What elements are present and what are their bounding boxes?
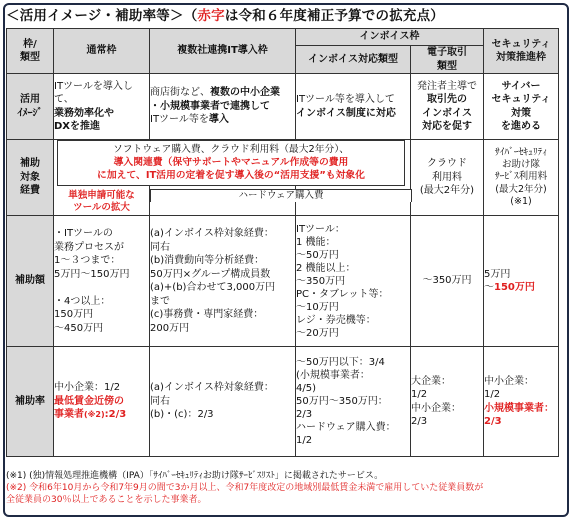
row-label-rate: 補助率	[7, 347, 54, 457]
heading-prefix: ＜活用イメージ・補助率等＞（	[6, 8, 198, 24]
row-label-expense: 補助 対象 経費	[7, 140, 54, 216]
amount-security: 5万円 ～150万円	[484, 216, 559, 347]
expense-normal: 単独申請可能な ツールの拡大	[54, 140, 150, 216]
page-heading	[6, 4, 444, 24]
expense-box-line3: に加えて、IT活用の定着を促す導入後の“活用支援”も対象化	[97, 170, 365, 182]
usage-multi: 商店街など、複数の中小企業 ・小規模事業者で連携して ITツール等を導入	[150, 74, 296, 140]
usage-invoice: ITツール等を導入して インボイス制度に対応	[296, 74, 411, 140]
subsidy-table	[6, 28, 559, 457]
header-invoice-type: インボイス対応類型	[296, 46, 411, 74]
footnote-1: (※1) (独)情報処理推進機構（IPA）「ｻｲﾊﾞｰｾｷｭﾘﾃｨお助け隊ｻｰﾋﾞｽﾘｽﾄ」に掲載されたサービス。	[6, 471, 384, 481]
heading-red-text: 赤字	[197, 8, 225, 24]
heading-suffix: は令和６年度補正予算での拡充点）	[224, 8, 445, 24]
expense-box-line2: （保守サポートやマニュアル作成等の費用	[162, 157, 349, 169]
expense-software-box	[57, 140, 405, 186]
footnotes	[6, 470, 562, 506]
rate-security: 中小企業： 1/2 小規模事業者： 2/3	[484, 347, 559, 457]
row-label-usage: 活用 ｲﾒｰｼﾞ	[7, 74, 54, 140]
amount-multi: (a)インボイス枠対象経費： 同右 (b)消費動向等分析経費： 50万円×グループ構成員数 (a)+(b)合わせて3,000万円 まで (c)事務費・専門家経費： 200万円	[150, 216, 296, 347]
expense-e-transaction: クラウド 利用料 (最大2年分)	[411, 140, 484, 216]
amount-normal: ・ITツールの 業務プロセスが 1～３つまで： 5万円～150万円 ・4つ以上： 150万円 ～450万円	[54, 216, 150, 347]
header-multi: 複数社連携IT導入枠	[150, 29, 296, 74]
amount-invoice: ITツール： 1 機能： ～50万円 2 機能以上： ～350万円 PC・タブレット等： ～10万円 レジ・券売機等： ～20万円	[296, 216, 411, 347]
footnote-2: (※2) 令和6年10月から令和7年9月の間で3か月以上、令和7年度改定の地域別最低賃金未満で雇用していた従業員数が 全従業員の30％以上であることを示した事業者。	[6, 483, 484, 506]
usage-security: サイバー セキュリティ 対策 を進める	[484, 74, 559, 140]
amount-e-transaction: ～350万円	[411, 216, 484, 347]
header-normal: 通常枠	[54, 29, 150, 74]
rate-multi: (a)インボイス枠対象経費： 同右 (b)・(c)：2/3	[150, 347, 296, 457]
header-invoice-group: インボイス枠	[296, 29, 484, 46]
expense-hardware: ハードウェア購入費	[150, 189, 412, 202]
rate-invoice: ～50万円以下：3/4 (小規模事業者： 4/5) 50万円～350万円： 2/3 ハードウェア購入費： 1/2	[296, 347, 411, 457]
rate-e-transaction: 大企業： 1/2 中小企業： 2/3	[411, 347, 484, 457]
usage-normal: ITツールを導入して、 業務効率化や DXを推進	[54, 74, 150, 140]
rate-normal: 中小企業：1/2 最低賃金近傍の 事業者(※2):2/3	[54, 347, 150, 457]
expense-box-line1: ソフトウェア購入費、クラウド利用料（最大2年分）、	[112, 144, 350, 155]
expense-box-red: 導入関連費	[113, 157, 163, 169]
expense-security: ｻｲﾊﾞｰｾｷｭﾘﾃｨ お助け隊 ｻｰﾋﾞｽ利用料 (最大2年分) (※1)	[484, 140, 559, 216]
header-type: 枠/ 類型	[7, 29, 54, 74]
header-e-transaction: 電子取引 類型	[411, 46, 484, 74]
header-security: セキュリティ 対策推進枠	[484, 29, 559, 74]
row-label-amount: 補助額	[7, 216, 54, 347]
usage-e-transaction: 発注者主導で 取引先の インボイス 対応を促す	[411, 74, 484, 140]
